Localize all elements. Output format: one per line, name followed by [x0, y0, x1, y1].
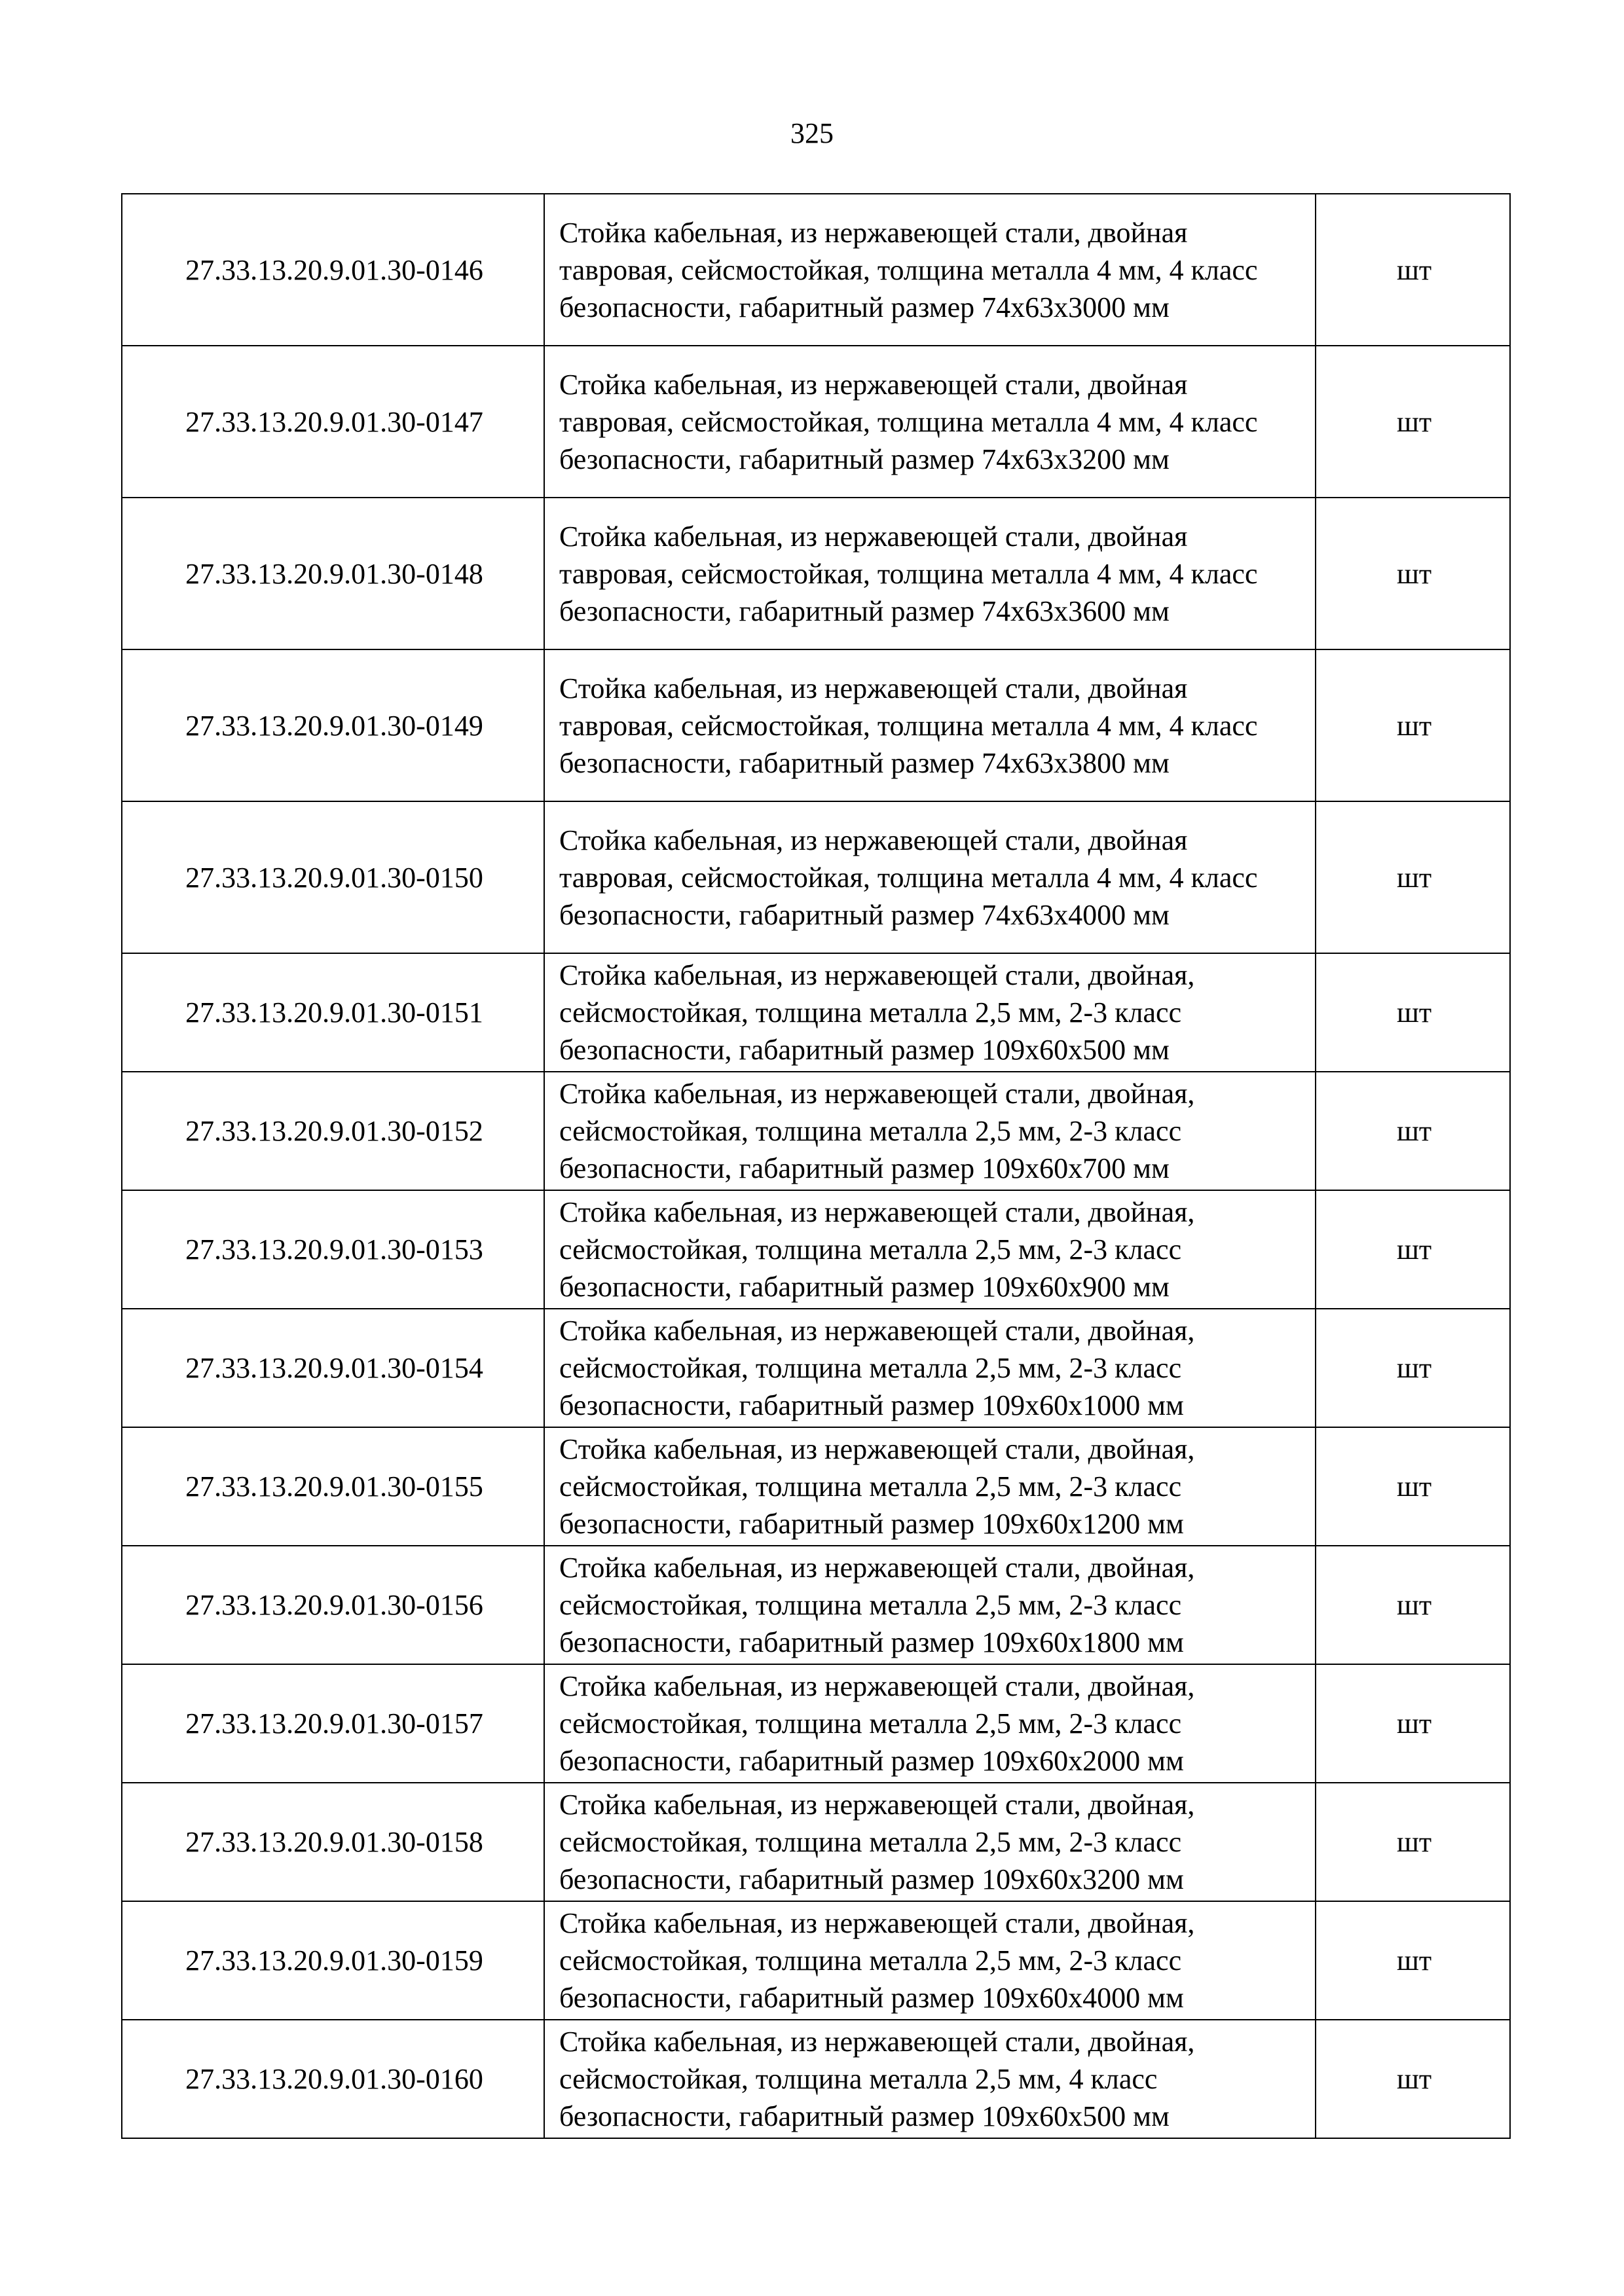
item-code: 27.33.13.20.9.01.30-0152 [122, 1072, 544, 1190]
table-row [122, 1072, 1510, 1190]
catalog-table [121, 193, 1511, 2139]
table-row [122, 801, 1510, 953]
item-description: Стойка кабельная, из нержавеющей стали, двойная тавровая, сейсмостойкая, толщина металла 4 мм, 4 класс безопасности, габаритный размер 74x63x4000 мм [544, 801, 1316, 953]
table-row [122, 1546, 1510, 1664]
item-description: Стойка кабельная, из нержавеющей стали, двойная, сейсмостойкая, толщина металла 2,5 мм, 4 класс безопасности, габаритный размер 109x60x500 мм [544, 2020, 1316, 2138]
item-description: Стойка кабельная, из нержавеющей стали, двойная тавровая, сейсмостойкая, толщина металла 4 мм, 4 класс безопасности, габаритный размер 74x63x3000 мм [544, 194, 1316, 346]
item-unit: шт [1316, 649, 1510, 801]
item-description: Стойка кабельная, из нержавеющей стали, двойная, сейсмостойкая, толщина металла 2,5 мм, 2-3 класс безопасности, габаритный размер 109x60x1000 мм [544, 1309, 1316, 1427]
item-unit: шт [1316, 498, 1510, 649]
table-row [122, 1427, 1510, 1546]
item-unit: шт [1316, 801, 1510, 953]
item-unit: шт [1316, 1309, 1510, 1427]
item-description: Стойка кабельная, из нержавеющей стали, двойная, сейсмостойкая, толщина металла 2,5 мм, 2-3 класс безопасности, габаритный размер 109x60x4000 мм [544, 1901, 1316, 2020]
item-unit: шт [1316, 1072, 1510, 1190]
item-description: Стойка кабельная, из нержавеющей стали, двойная, сейсмостойкая, толщина металла 2,5 мм, 2-3 класс безопасности, габаритный размер 109x60x1200 мм [544, 1427, 1316, 1546]
item-unit: шт [1316, 1427, 1510, 1546]
item-description: Стойка кабельная, из нержавеющей стали, двойная тавровая, сейсмостойкая, толщина металла 4 мм, 4 класс безопасности, габаритный размер 74x63x3200 мм [544, 346, 1316, 498]
item-code: 27.33.13.20.9.01.30-0151 [122, 953, 544, 1072]
page-number: 325 [790, 117, 834, 149]
table-row [122, 953, 1510, 1072]
item-code: 27.33.13.20.9.01.30-0147 [122, 346, 544, 498]
item-code: 27.33.13.20.9.01.30-0146 [122, 194, 544, 346]
item-code: 27.33.13.20.9.01.30-0149 [122, 649, 544, 801]
item-code: 27.33.13.20.9.01.30-0153 [122, 1190, 544, 1309]
item-description: Стойка кабельная, из нержавеющей стали, двойная, сейсмостойкая, толщина металла 2,5 мм, 2-3 класс безопасности, габаритный размер 109x60x700 мм [544, 1072, 1316, 1190]
table-row [122, 194, 1510, 346]
item-description: Стойка кабельная, из нержавеющей стали, двойная тавровая, сейсмостойкая, толщина металла 4 мм, 4 класс безопасности, габаритный размер 74x63x3600 мм [544, 498, 1316, 649]
item-code: 27.33.13.20.9.01.30-0157 [122, 1664, 544, 1783]
item-unit: шт [1316, 194, 1510, 346]
table-row [122, 1309, 1510, 1427]
item-description: Стойка кабельная, из нержавеющей стали, двойная, сейсмостойкая, толщина металла 2,5 мм, 2-3 класс безопасности, габаритный размер 109x60x500 мм [544, 953, 1316, 1072]
item-code: 27.33.13.20.9.01.30-0150 [122, 801, 544, 953]
table-row [122, 1783, 1510, 1901]
item-unit: шт [1316, 346, 1510, 498]
item-code: 27.33.13.20.9.01.30-0156 [122, 1546, 544, 1664]
table-row [122, 649, 1510, 801]
item-description: Стойка кабельная, из нержавеющей стали, двойная, сейсмостойкая, толщина металла 2,5 мм, 2-3 класс безопасности, габаритный размер 109x60x2000 мм [544, 1664, 1316, 1783]
table-row [122, 346, 1510, 498]
item-code: 27.33.13.20.9.01.30-0154 [122, 1309, 544, 1427]
table-row [122, 1901, 1510, 2020]
item-unit: шт [1316, 1546, 1510, 1664]
item-code: 27.33.13.20.9.01.30-0148 [122, 498, 544, 649]
item-code: 27.33.13.20.9.01.30-0155 [122, 1427, 544, 1546]
item-unit: шт [1316, 1190, 1510, 1309]
table-row [122, 498, 1510, 649]
item-description: Стойка кабельная, из нержавеющей стали, двойная, сейсмостойкая, толщина металла 2,5 мм, 2-3 класс безопасности, габаритный размер 109x60x900 мм [544, 1190, 1316, 1309]
item-unit: шт [1316, 1783, 1510, 1901]
item-code: 27.33.13.20.9.01.30-0159 [122, 1901, 544, 2020]
item-description: Стойка кабельная, из нержавеющей стали, двойная тавровая, сейсмостойкая, толщина металла 4 мм, 4 класс безопасности, габаритный размер 74x63x3800 мм [544, 649, 1316, 801]
table-row [122, 1190, 1510, 1309]
item-unit: шт [1316, 953, 1510, 1072]
item-code: 27.33.13.20.9.01.30-0160 [122, 2020, 544, 2138]
item-description: Стойка кабельная, из нержавеющей стали, двойная, сейсмостойкая, толщина металла 2,5 мм, 2-3 класс безопасности, габаритный размер 109x60x3200 мм [544, 1783, 1316, 1901]
item-unit: шт [1316, 1664, 1510, 1783]
table-row [122, 1664, 1510, 1783]
table-row [122, 2020, 1510, 2138]
item-code: 27.33.13.20.9.01.30-0158 [122, 1783, 544, 1901]
item-description: Стойка кабельная, из нержавеющей стали, двойная, сейсмостойкая, толщина металла 2,5 мм, 2-3 класс безопасности, габаритный размер 109x60x1800 мм [544, 1546, 1316, 1664]
item-unit: шт [1316, 1901, 1510, 2020]
item-unit: шт [1316, 2020, 1510, 2138]
